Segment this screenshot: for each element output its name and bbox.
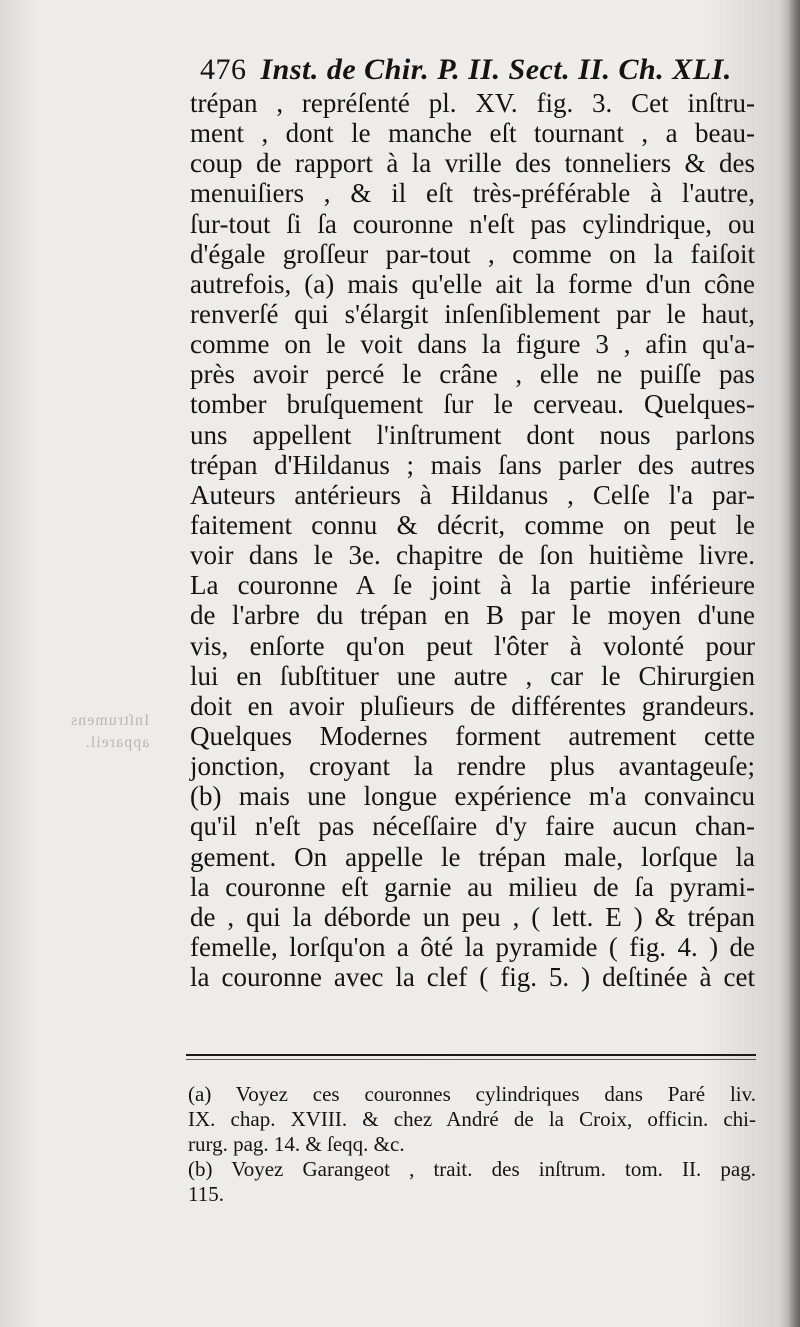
text-line: près avoir percé le crâne , elle ne puiſſe pas — [190, 359, 755, 390]
text-line: Quelques Modernes forment autrement cette — [190, 720, 755, 751]
text-line: (b) mais une longue expérience m'a convaincu — [190, 781, 755, 812]
text-line: comme on le voit dans la figure 3 , afin qu'a- — [190, 329, 755, 360]
footnotes — [188, 1082, 756, 1207]
text-line: femelle, lorſqu'on a ôté la pyramide ( fig. 4. ) de — [190, 931, 755, 962]
footnote-rule — [186, 1054, 756, 1056]
main-text — [190, 88, 755, 992]
footnote-line: (b) Voyez Garangeot , trait. des inſtrum. tom. II. pag. — [188, 1157, 756, 1181]
running-title: Inst. de Chir. P. II. Sect. II. Ch. XLI. — [260, 53, 732, 86]
text-line: trépan , repréſenté pl. XV. fig. 3. Cet inſtru- — [190, 88, 755, 118]
text-line: renverſé qui s'élargit inſenſiblement par le haut, — [190, 298, 755, 329]
text-line: la couronne eſt garnie au milieu de ſa pyrami- — [190, 871, 755, 902]
text-line: de , qui la déborde un peu , ( lett. E ) & trépan — [190, 901, 755, 932]
footnote-line: 115. — [188, 1182, 224, 1206]
text-line: autrefois, (a) mais qu'elle ait la forme d'un cône — [190, 268, 755, 299]
text-line: La couronne A ſe joint à la partie inférieure — [190, 570, 755, 601]
text-line: doit en avoir pluſieurs de différentes grandeurs. — [190, 690, 755, 721]
text-line: d'égale groſſeur par-tout , comme on la faiſoit — [190, 238, 755, 269]
text-line: la couronne avec la clef ( fig. 5. ) deſtinée à cet — [190, 962, 755, 993]
page-edge-shadow — [788, 0, 800, 1327]
footnote-line: (a) Voyez ces couronnes cylindriques dans Paré liv. — [188, 1082, 756, 1106]
text-line: coup de rapport à la vrille des tonneliers & des — [190, 148, 755, 179]
footnote-line: IX. chap. XVIII. & chez André de la Croix, officin. chi- — [188, 1107, 756, 1131]
text-line: vis, enſorte qu'on peut l'ôter à volonté pour — [190, 630, 755, 661]
running-header — [200, 52, 760, 88]
text-line: faitement connu & décrit, comme on peut le — [190, 509, 755, 540]
text-line: lui en ſubſtituer une autre , car le Chirurgien — [190, 660, 755, 691]
footnote-line: rurg. pag. 14. & ſeqq. &c. — [188, 1132, 405, 1156]
text-line: voir dans le 3e. chapitre de ſon huitième livre. — [190, 540, 755, 571]
text-line: qu'il n'eſt pas néceſſaire d'y faire aucun chan- — [190, 811, 755, 842]
text-line: menuiſiers , & il eſt très-préférable à l'autre, — [190, 178, 755, 209]
text-line: de l'arbre du trépan en B par le moyen d'une — [190, 600, 755, 631]
text-line: trépan d'Hildanus ; mais ſans parler des autres — [190, 449, 755, 480]
text-line: ſur-tout ſi ſa couronne n'eſt pas cylindrique, ou — [190, 208, 755, 239]
footnote-rule-thin — [186, 1059, 756, 1060]
margin-bleed-through — [70, 710, 149, 754]
text-line: uns appellent l'inſtrument dont nous parlons — [190, 419, 755, 450]
bleed-line: appareil. — [84, 734, 150, 751]
text-line: Auteurs antérieurs à Hildanus , Celſe l'a par- — [190, 479, 755, 510]
text-line: jonction, croyant la rendre plus avantageuſe; — [190, 751, 755, 782]
text-line: ment , dont le manche eſt tournant , a beau- — [190, 118, 755, 149]
page-number: 476 — [200, 53, 247, 86]
text-line: tomber bruſquement ſur le cerveau. Quelques- — [190, 389, 755, 420]
bleed-line: Inſtrumens — [70, 712, 150, 729]
text-line: gement. On appelle le trépan male, lorſque la — [190, 841, 755, 872]
